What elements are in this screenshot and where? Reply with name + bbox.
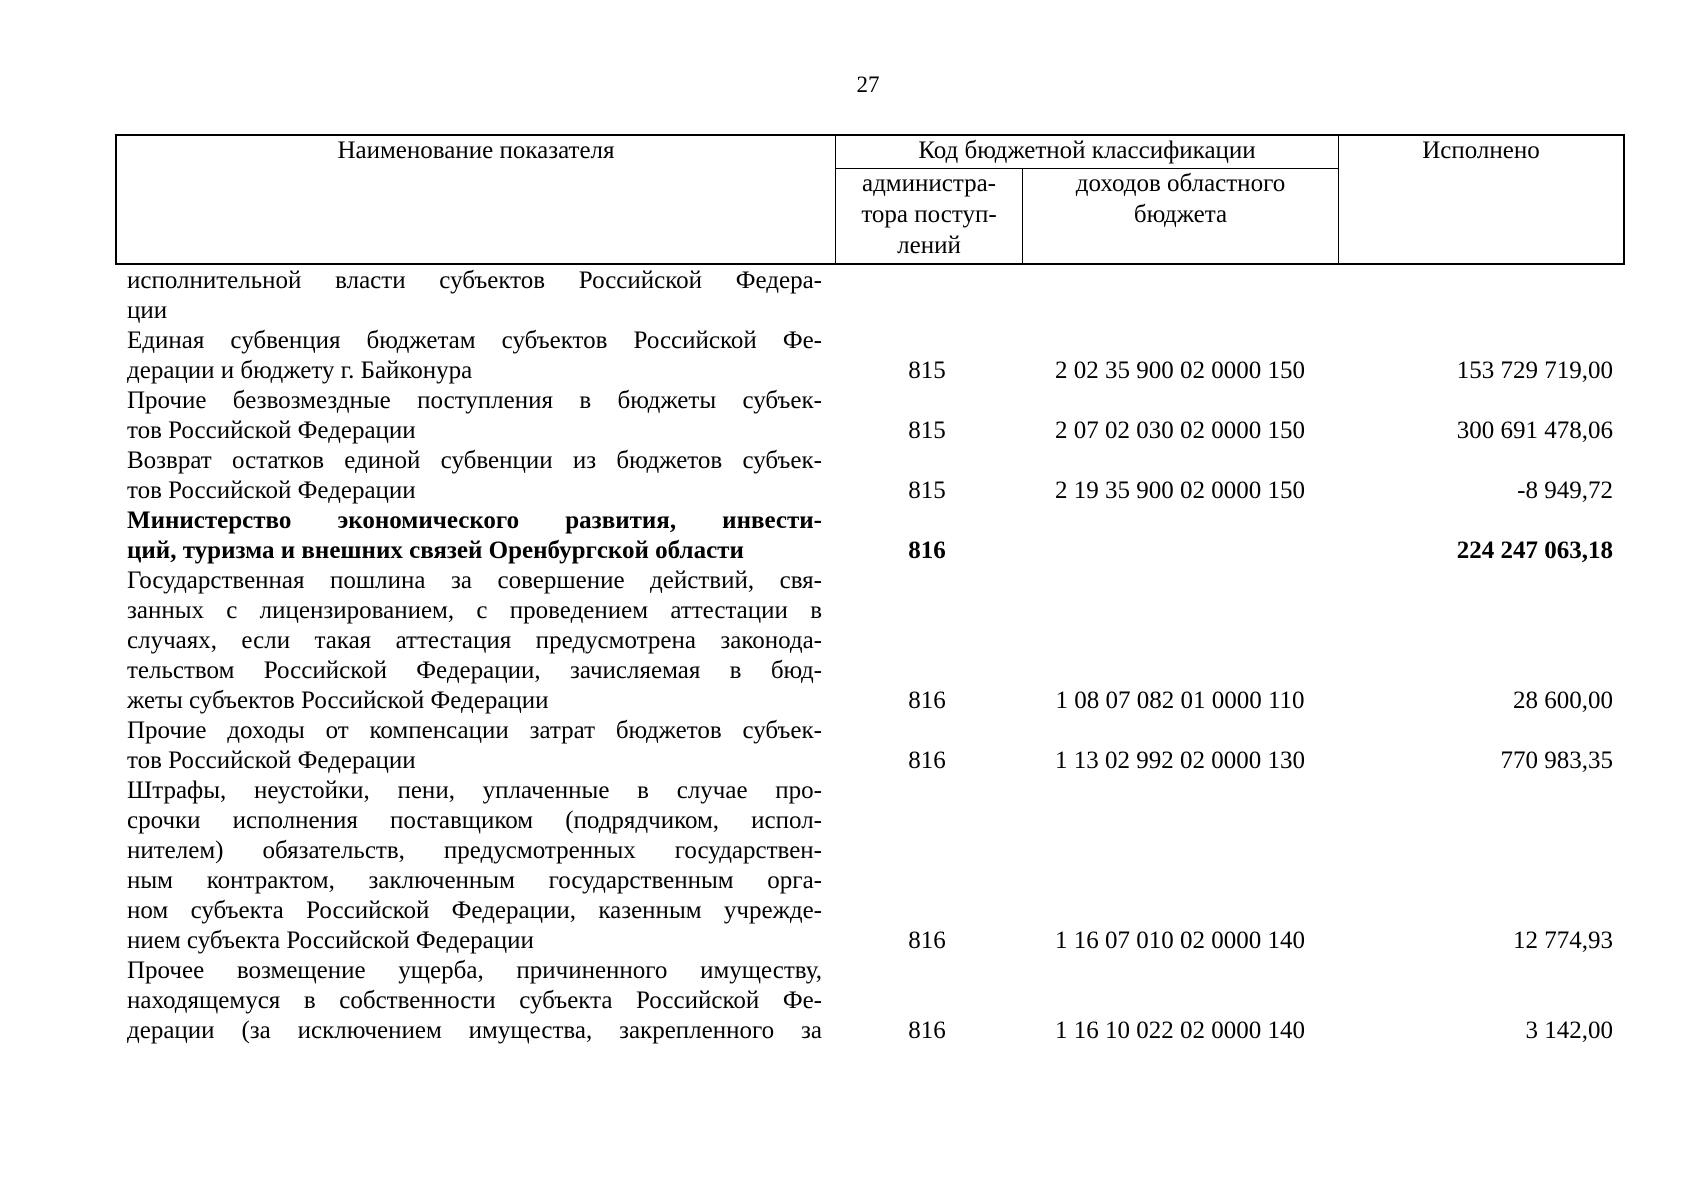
- executed-amount: 153 729 719,00: [1456, 357, 1613, 384]
- income-code: 1 13 02 992 02 0000 130: [1055, 747, 1305, 774]
- header-divider: [835, 168, 1338, 169]
- indicator-name-line: срочки исполнения поставщиком (подрядчиком, испол-: [127, 807, 822, 834]
- indicator-name: [127, 266, 822, 326]
- indicator-name: [127, 326, 822, 386]
- indicator-name-line: Штрафы, неустойки, пени, уплаченные в случае про-: [127, 777, 822, 804]
- executed-amount: -8 949,72: [1517, 477, 1613, 504]
- indicator-name: [127, 716, 822, 776]
- executed-amount: 770 983,35: [1500, 747, 1613, 774]
- indicator-name-line: дерации и бюджету г. Байконура: [127, 357, 473, 384]
- header-divider: [1022, 169, 1023, 265]
- table-row: [0, 776, 1697, 956]
- header-name: Наименование показателя: [337, 137, 615, 164]
- indicator-name-line: ции: [127, 297, 168, 324]
- indicator-name-line: ном субъекта Российской Федерации, казенным учрежде-: [127, 897, 822, 924]
- header-admin: [836, 168, 1022, 261]
- header-income: [1023, 168, 1338, 230]
- indicator-name-line: ций, туризма и внешних связей Оренбургской области: [127, 537, 744, 564]
- indicator-name-line: Возврат остатков единой субвенции из бюджетов субъек-: [127, 447, 822, 474]
- indicator-name-line: тов Российской Федерации: [127, 747, 416, 774]
- indicator-name-line: жеты субъектов Российской Федерации: [127, 687, 549, 714]
- indicator-name-line: нием субъекта Российской Федерации: [127, 927, 534, 954]
- admin-code: 816: [908, 687, 946, 714]
- income-code: 2 02 35 900 02 0000 150: [1055, 357, 1305, 384]
- table-row: [0, 506, 1697, 566]
- indicator-name: [127, 446, 822, 506]
- indicator-name-line: тельством Российской Федерации, зачисляемая в бюд-: [127, 657, 822, 684]
- header-kbk: Код бюджетной классификации: [918, 137, 1256, 164]
- indicator-name-line: занных с лицензированием, с проведением аттестации в: [127, 597, 822, 624]
- table-row: [0, 386, 1697, 446]
- executed-amount: 224 247 063,18: [1456, 537, 1613, 564]
- header-admin-line: администра-: [861, 170, 997, 197]
- income-code: 1 16 10 022 02 0000 140: [1055, 1017, 1305, 1044]
- admin-code: 816: [908, 927, 946, 954]
- table-row: [0, 566, 1697, 716]
- executed-amount: 300 691 478,06: [1456, 417, 1613, 444]
- indicator-name-line: тов Российской Федерации: [127, 417, 416, 444]
- header-admin-line: тора поступ-: [861, 201, 997, 228]
- indicator-name: [127, 506, 822, 566]
- header-admin-line: лений: [897, 232, 961, 259]
- indicator-name-line: случаях, если такая аттестация предусмотрена законода-: [127, 627, 822, 654]
- indicator-name-line: тов Российской Федерации: [127, 477, 416, 504]
- indicator-name: [127, 386, 822, 446]
- indicator-name-line: дерации (за исключением имущества, закрепленного за: [127, 1017, 822, 1044]
- header-divider: [835, 136, 836, 265]
- indicator-name-line: Прочие доходы от компенсации затрат бюджетов субъек-: [127, 717, 822, 744]
- header-income-line: доходов областного: [1075, 170, 1286, 197]
- indicator-name-line: исполнительной власти субъектов Российской Федера-: [127, 267, 822, 294]
- table-header: [115, 134, 1625, 265]
- table-body: [0, 266, 1697, 1046]
- table-row: [0, 716, 1697, 776]
- admin-code: 815: [908, 357, 946, 384]
- income-code: 1 16 07 010 02 0000 140: [1055, 927, 1305, 954]
- admin-code: 816: [908, 1017, 946, 1044]
- indicator-name-line: Государственная пошлина за совершение действий, свя-: [127, 567, 822, 594]
- header-divider: [1338, 136, 1339, 265]
- indicator-name-line: нителем) обязательств, предусмотренных государствен-: [127, 837, 822, 864]
- admin-code: 816: [908, 747, 946, 774]
- indicator-name-line: Прочие безвозмездные поступления в бюджеты субъек-: [127, 387, 822, 414]
- page-number: 27: [856, 72, 880, 97]
- indicator-name-line: Министерство экономического развития, инвести-: [127, 507, 822, 534]
- table-row: [0, 266, 1697, 326]
- table-row: [0, 956, 1697, 1046]
- indicator-name-line: ным контрактом, заключенным государственным орга-: [127, 867, 822, 894]
- admin-code: 815: [908, 477, 946, 504]
- income-code: 2 19 35 900 02 0000 150: [1055, 477, 1305, 504]
- header-executed: Исполнено: [1422, 137, 1540, 164]
- executed-amount: 3 142,00: [1525, 1017, 1613, 1044]
- admin-code: 816: [908, 537, 946, 564]
- executed-amount: 28 600,00: [1513, 687, 1613, 714]
- indicator-name-line: находящемуся в собственности субъекта Российской Фе-: [127, 987, 822, 1014]
- table-row: [0, 326, 1697, 386]
- income-code: 1 08 07 082 01 0000 110: [1055, 687, 1305, 714]
- executed-amount: 12 774,93: [1513, 927, 1613, 954]
- indicator-name-line: Прочее возмещение ущерба, причиненного имуществу,: [127, 957, 822, 984]
- admin-code: 815: [908, 417, 946, 444]
- indicator-name: [127, 956, 822, 1046]
- table-row: [0, 446, 1697, 506]
- income-code: 2 07 02 030 02 0000 150: [1055, 417, 1305, 444]
- header-income-line: бюджета: [1133, 201, 1228, 228]
- indicator-name: [127, 776, 822, 956]
- indicator-name-line: Единая субвенция бюджетам субъектов Российской Фе-: [127, 327, 822, 354]
- indicator-name: [127, 566, 822, 716]
